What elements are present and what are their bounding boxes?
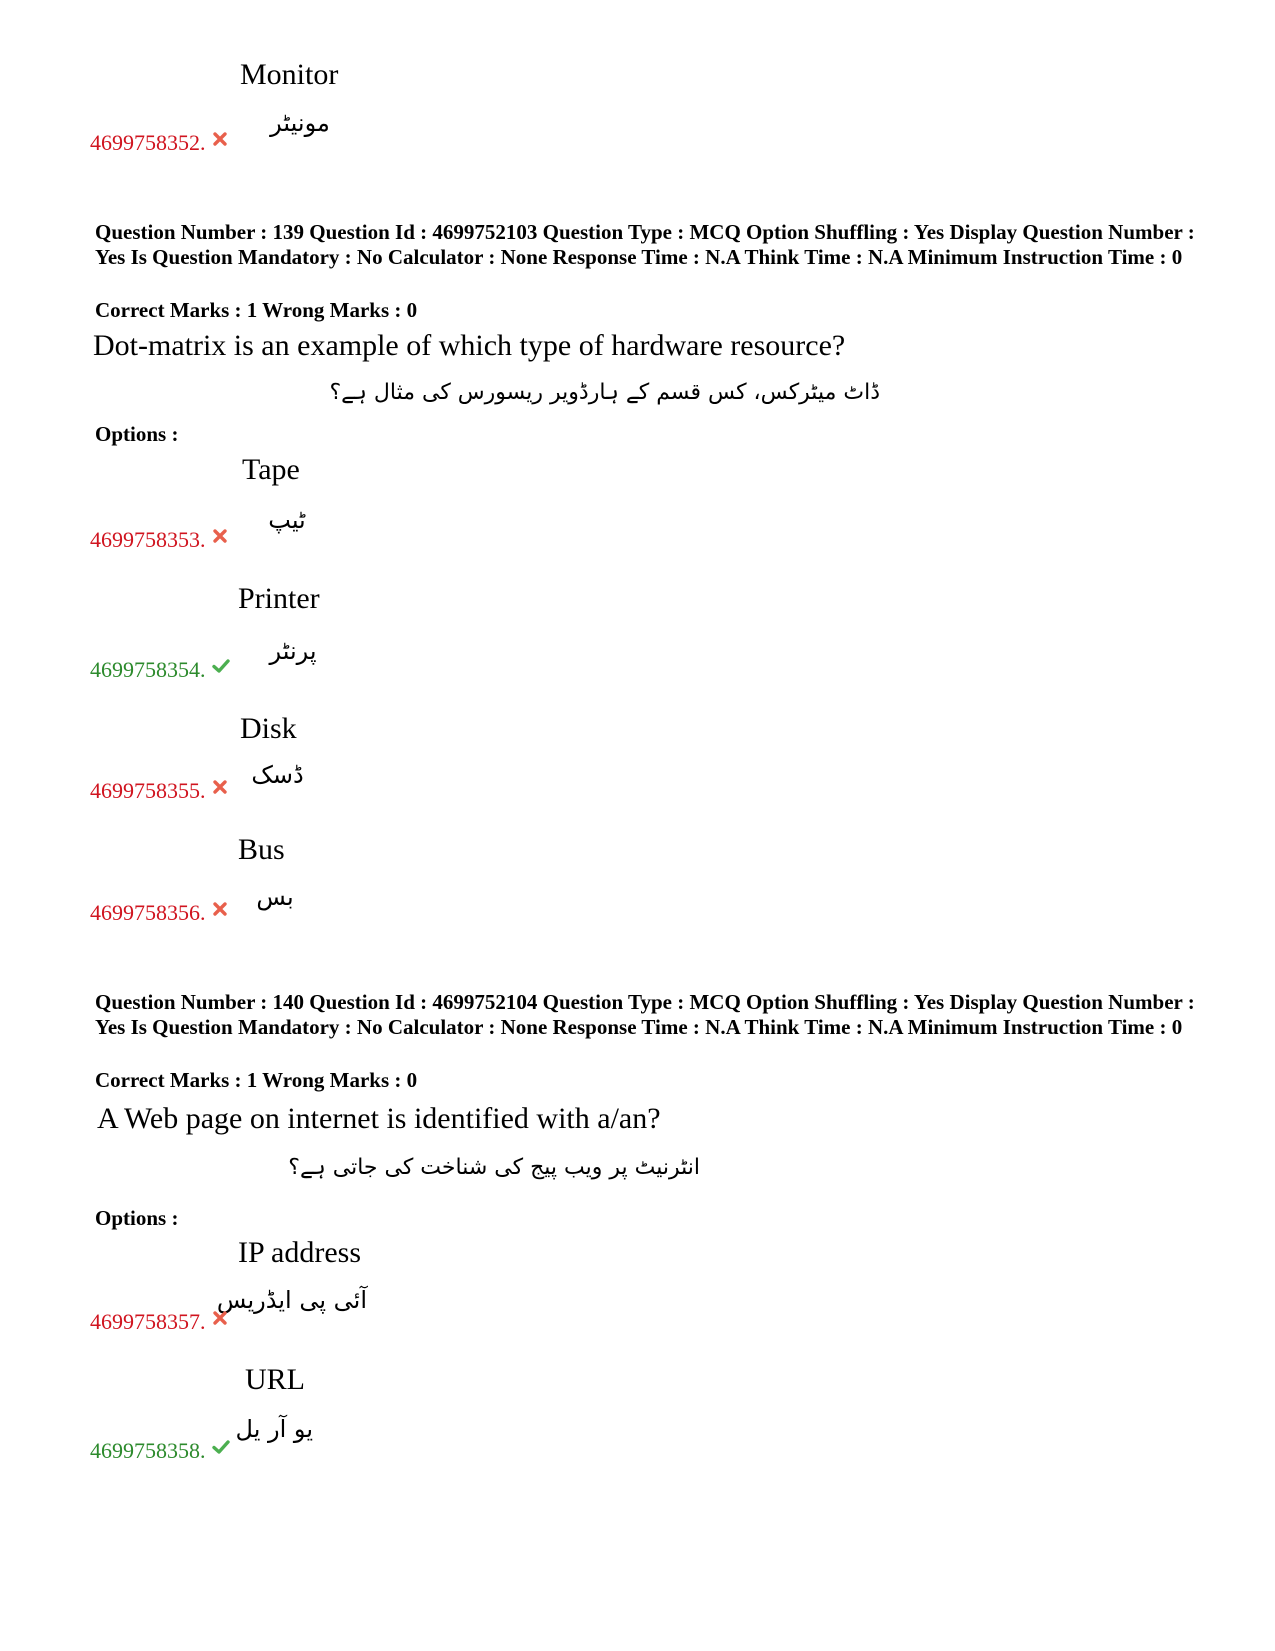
option-id: 4699758352.	[90, 130, 206, 155]
option-id-row	[90, 775, 228, 804]
option-id: 4699758357.	[90, 1309, 206, 1334]
option-english: Bus	[238, 833, 285, 866]
options-label: Options :	[95, 422, 179, 446]
option-id-row	[90, 1435, 228, 1464]
cross-icon	[212, 1306, 228, 1322]
option-id-row	[90, 127, 228, 156]
question-marks: Correct Marks : 1 Wrong Marks : 0	[95, 1068, 418, 1092]
option-urdu: مونیٹر	[270, 109, 330, 137]
option-english: IP address	[238, 1236, 362, 1269]
option-urdu: بس	[256, 883, 294, 911]
option-english: Disk	[240, 712, 297, 745]
option-id: 4699758355.	[90, 778, 206, 803]
option-urdu: پرنٹر	[269, 637, 317, 665]
option-id: 4699758353.	[90, 527, 206, 552]
cross-icon	[212, 524, 228, 540]
option-id-row	[90, 1306, 228, 1335]
check-icon	[212, 1435, 228, 1451]
cross-icon	[212, 897, 228, 913]
question-meta: Question Number : 139 Question Id : 4699752103 Question Type : MCQ Option Shuffling : Yes Display Question Number : Yes Is Question Mandatory : No Calculator : None Response Time : N.A Think Time : N.A Minimum Instruction Time : 0	[95, 220, 1195, 269]
question-marks: Correct Marks : 1 Wrong Marks : 0	[95, 298, 418, 322]
question-meta: Question Number : 140 Question Id : 4699752104 Question Type : MCQ Option Shuffling : Yes Display Question Number : Yes Is Question Mandatory : No Calculator : None Response Time : N.A Think Time : N.A Minimum Instruction Time : 0	[95, 990, 1195, 1039]
question-text-english: Dot-matrix is an example of which type of hardware resource?	[93, 329, 846, 362]
option-urdu: آئی پی ایڈریس	[216, 1286, 367, 1314]
option-urdu: ڈسک	[251, 761, 304, 789]
option-id-row	[90, 524, 228, 553]
question-text-urdu: ڈاٹ میٹرکس، کس قسم کے ہارڈویر ریسورس کی مثال ہے؟	[329, 380, 880, 405]
option-id-row	[90, 897, 228, 926]
option-id: 4699758356.	[90, 900, 206, 925]
question-text-english: A Web page on internet is identified with a/an?	[97, 1102, 661, 1135]
option-id: 4699758358.	[90, 1438, 206, 1463]
cross-icon	[212, 775, 228, 791]
option-english: Monitor	[240, 58, 339, 91]
option-english: Printer	[238, 582, 320, 615]
question-text-urdu: انٹرنیٹ پر ویب پیج کی شناخت کی جاتی ہے؟	[288, 1155, 700, 1180]
option-id-row	[90, 654, 228, 683]
option-id: 4699758354.	[90, 657, 206, 682]
option-urdu: ٹیپ	[268, 506, 306, 534]
option-urdu: یو آر یل	[235, 1415, 313, 1443]
options-label: Options :	[95, 1206, 179, 1230]
option-english: URL	[245, 1363, 305, 1396]
check-icon	[212, 654, 228, 670]
cross-icon	[212, 127, 228, 143]
option-english: Tape	[242, 453, 300, 486]
